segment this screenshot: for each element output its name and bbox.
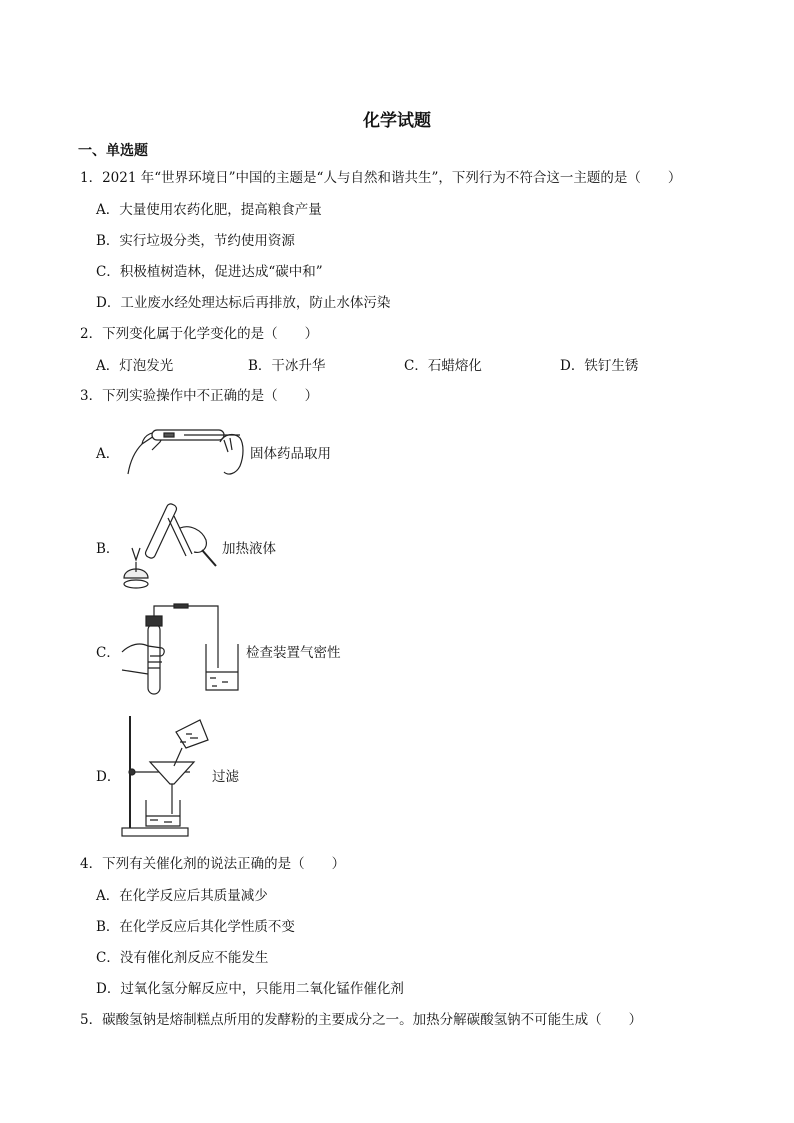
question-3-option-b-letter: B．: [96, 541, 120, 557]
question-3: 3．下列实验操作中不正确的是（ ）: [80, 388, 319, 404]
question-1-option-a: A．大量使用农药化肥，提高粮食产量: [96, 202, 322, 218]
airtightness-check-illustration: [120, 604, 244, 696]
question-3-option-c-caption: 检查装置气密性: [246, 645, 341, 661]
question-4-option-c: C．没有催化剂反应不能发生: [96, 950, 269, 966]
question-2-option-a: A．灯泡发光: [96, 358, 174, 374]
page-title: 化学试题: [363, 111, 431, 131]
question-3-option-a-caption: 固体药品取用: [250, 446, 331, 462]
question-3-option-c-letter: C．: [96, 645, 120, 661]
question-1: 1．2021 年“世界环境日”中国的主题是“人与自然和谐共生”，下列行为不符合这一主题的是（ ）: [80, 170, 682, 186]
question-4-option-a: A．在化学反应后其质量减少: [96, 888, 268, 904]
section-heading: 一、单选题: [78, 143, 148, 159]
question-2-option-c: C．石蜡熔化: [404, 358, 482, 374]
question-4: 4．下列有关催化剂的说法正确的是（ ）: [80, 856, 346, 872]
solid-reagent-illustration: [124, 422, 248, 478]
filtration-illustration: [120, 712, 214, 838]
heating-liquid-illustration: [118, 498, 222, 594]
question-4-option-d: D．过氧化氢分解反应中，只能用二氧化锰作催化剂: [96, 981, 404, 997]
question-3-option-d-caption: 过滤: [212, 769, 239, 785]
question-5: 5．碳酸氢钠是熔制糕点所用的发酵粉的主要成分之一。加热分解碳酸氢钠不可能生成（ ）: [80, 1012, 643, 1028]
question-3-option-b-caption: 加热液体: [222, 541, 276, 557]
question-2: 2．下列变化属于化学变化的是（ ）: [80, 326, 319, 342]
question-4-option-b: B．在化学反应后其化学性质不变: [96, 919, 295, 935]
question-1-option-c: C．积极植树造林，促进达成“碳中和”: [96, 264, 323, 280]
question-2-option-b: B．干冰升华: [248, 358, 326, 374]
question-1-option-d: D．工业废水经处理达标后再排放，防止水体污染: [96, 295, 391, 311]
question-1-option-b: B．实行垃圾分类，节约使用资源: [96, 233, 295, 249]
question-2-option-d: D．铁钉生锈: [560, 358, 639, 374]
question-3-option-a-letter: A．: [96, 446, 120, 462]
question-3-option-d-letter: D．: [96, 769, 121, 785]
